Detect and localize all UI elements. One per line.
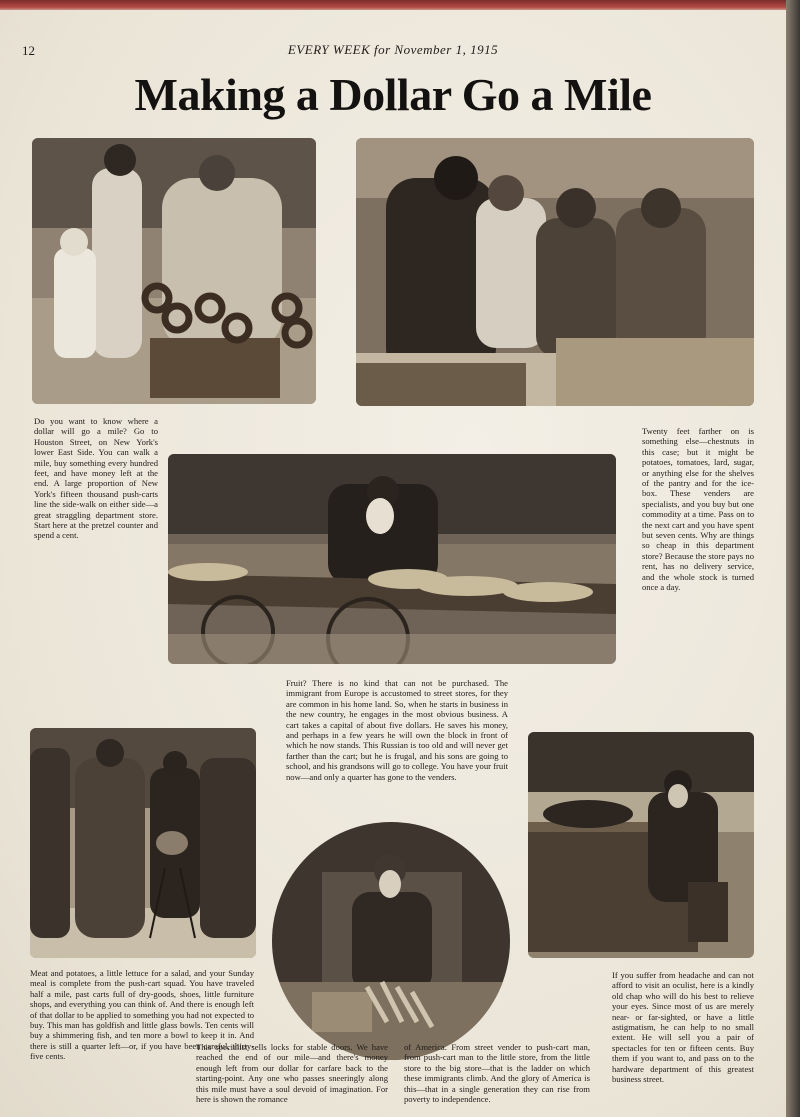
pretzel-vendor-photo: [32, 138, 316, 404]
lock-seller-photo: [272, 822, 510, 1060]
intro-text: Do you want to know where a dollar will go a mile? Go to Houston Street, on New York's lower East Side. You can walk a mile, buy something every hundred feet, and have money left at the end. A large proportion of New York's fifteen thousand push-carts line the side-walk on either side—a great straggling department store. Start here at the pretzel counter and spend a cent.: [34, 416, 158, 541]
goldfish-vendor-photo: [30, 728, 256, 958]
twenty-feet-text: Twenty feet farther on is something else—chestnuts in this case; but it might be potatoes, tomatoes, lard, sugar, or anything else for the shelves of the pantry and for the ice-box. These venders are specialists, and you buy but one commodity at a time. Pass on to the next cart and you have spent but seven cents. Why are things so cheap in this department store? Because the store pays no rent, has no delivery service, and the whole stock is turned once a day.: [642, 426, 754, 593]
running-head: EVERY WEEK for November 1, 1915: [287, 42, 499, 57]
locks-text-left: This specialist sells locks for stable doors. We have reached the end of our mile—and there's money enough left from our dollar for carfare back to the starting-point. Any one who passes sneeringly along this mile must have a soul devoid of imagination. For here is shown the romance: [196, 1042, 388, 1105]
magazine-page: [0, 10, 786, 1117]
page-number: 12: [22, 43, 35, 58]
oculist-text: If you suffer from headache and can not afford to visit an oculist, here is a kindly old chap who will do his best to relieve your eyes. Since most of us are merely near- or far-sighted, or have a little astigmatism, he can help to no small extent. He will sell you a pair of spectacles for ten or fifteen cents. Buy them if you want to, and pass on to the hardware department of this greatest business street.: [612, 970, 754, 1085]
binding-edge-right: [786, 0, 800, 1117]
meat-text: Meat and potatoes, a little lettuce for a salad, and your Sunday meal is complete from the push-cart squad. You have traveled half a mile, past carts full of dry-goods, shoes, little furniture shops, and everything you can think of. And there is enough left of that dollar to be applied to something you had not expected to buy. This man has goldfish and little glass bowls. Ten cents will buy a shimmering fish, and ten more a bowl to keep it in. And there is still a quarter left—or, if you have been careful, thirty-five cents.: [30, 968, 254, 1062]
fruit-cart-photo: [168, 454, 616, 664]
market-crowd-photo: [356, 138, 754, 406]
spectacles-vendor-photo: [528, 732, 754, 958]
page-title: Making a Dollar Go a Mile: [134, 69, 652, 120]
fruit-text: Fruit? There is no kind that can not be purchased. The immigrant from Europe is accustomed to street stores, for they are common in his home land. So, when he starts in business in the new country, he engages in the most obvious business. A cart takes a capital of about five dollars. He saves his money, and perhaps in a few years he will own the block in front of which he now stands. This Russian is too old and will never get farther than the cart; but he is frugal, and his sons are going to school, and his grandsons will go to college. You have your fruit now—and only a quarter has gone to the venders.: [286, 678, 508, 782]
locks-text-right: of America. From street vender to push-cart man, from push-cart man to the little store, from the little store to the big store—that is the ladder on which these immigrants climb. And the glory of America is this—that in a single generation they can rise from poverty to independence.: [404, 1042, 590, 1105]
